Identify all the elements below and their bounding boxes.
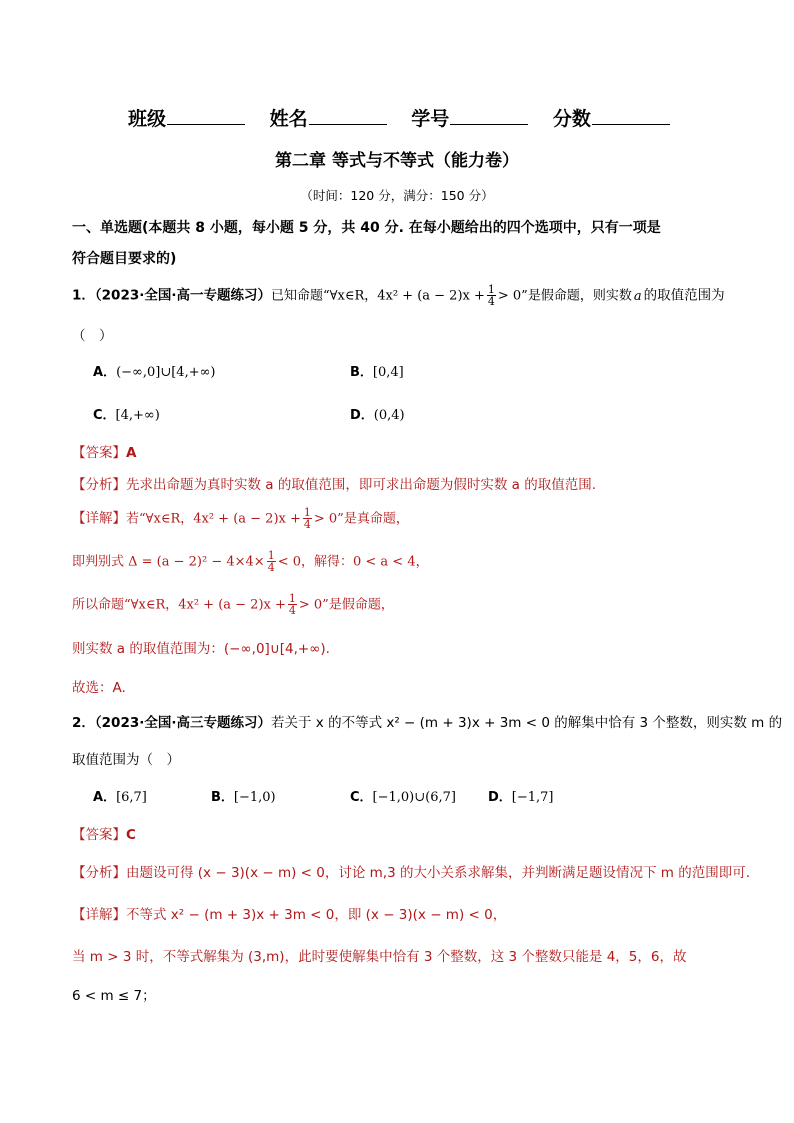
q1-detail-line5: 故选：A.	[72, 680, 126, 696]
analysis-text: 由题设可得 (x − 3)(x − m) < 0，讨论 m,3 的大小关系求解集，并判断满足题设情况下 m 的范围即可.	[126, 865, 750, 881]
option-letter: C．	[350, 790, 373, 805]
id-label: 学号	[411, 108, 450, 130]
page-subtitle: （时间：120 分，满分：150 分）	[300, 188, 494, 203]
option-letter: D．	[350, 408, 374, 423]
answer-tag: 【答案】	[72, 827, 126, 843]
question-source: （2023·全国·高一专题练习）	[94, 287, 271, 304]
option-letter: A．	[93, 365, 117, 380]
detail-text: 若“∀x∈R，4x² + (a − 2)x +	[126, 511, 301, 527]
q2-detail-line1	[72, 903, 506, 923]
question-number: 2．	[72, 715, 95, 731]
fraction-denominator: 4	[288, 604, 296, 617]
question-1-stem	[72, 284, 725, 308]
q2-detail-line2: 当 m > 3 时，不等式解集为 (3,m)，此时要使解集中恰有 3 个整数，这 3 个整数只能是 4，5，6，故	[72, 949, 687, 965]
fraction	[303, 507, 312, 530]
fraction-numerator: 1	[303, 506, 311, 519]
section-heading-line1: 一、单选题(本题共 8 小题，每小题 5 分，共 40 分. 在每小题给出的四个选项中，只有一项是	[72, 220, 661, 236]
option-value: (−∞,0]∪[4,+∞)	[116, 365, 216, 380]
q1-detail-line1	[72, 507, 409, 531]
analysis-tag: 【分析】	[72, 865, 126, 881]
q1-option-b	[350, 361, 404, 380]
question-source: （2023·全国·高三专题练习）	[94, 715, 271, 731]
option-value: [−1,0)	[233, 790, 276, 805]
name-label: 姓名	[269, 108, 308, 130]
detail-text: > 0”是真命题，	[313, 511, 409, 527]
question-text: 若关于 x 的不等式 x² − (m + 3)x + 3m < 0 的解集中恰有 3 个整数，则实数 m 的	[271, 715, 783, 731]
question-text: 已知命题“∀x∈R，4x² + (a − 2)x +	[271, 288, 485, 304]
option-value: (0,4)	[373, 408, 405, 423]
analysis-tag: 【分析】	[72, 477, 126, 493]
question-text: > 0”是假命题，则实数	[497, 288, 632, 304]
question-number: 1．	[72, 287, 95, 304]
detail-text: 所以命题“∀x∈R，4x² + (a − 2)x +	[72, 597, 286, 613]
option-value: [4,+∞)	[115, 408, 160, 423]
option-value: [0,4]	[372, 365, 404, 380]
q1-option-d	[350, 404, 405, 423]
fraction-denominator: 4	[267, 561, 275, 574]
q2-analysis	[72, 861, 750, 881]
fraction-numerator: 1	[288, 592, 296, 605]
q1-detail-line4: 则实数 a 的取值范围为：(−∞,0]∪[4,+∞).	[72, 641, 330, 657]
detail-tag: 【详解】	[72, 510, 126, 527]
fraction	[288, 593, 297, 616]
option-value: [6,7]	[116, 790, 147, 805]
question-2-stem-line2: 取值范围为（ ）	[72, 752, 180, 768]
class-blank	[167, 123, 245, 125]
q2-answer	[72, 823, 136, 843]
header-info-line	[128, 104, 670, 131]
detail-tag: 【详解】	[72, 907, 126, 923]
option-value: [−1,7]	[511, 790, 554, 805]
fraction	[487, 284, 496, 307]
option-letter: A．	[93, 790, 117, 805]
section-heading-line2: 符合题目要求的)	[72, 251, 177, 267]
option-letter: D．	[488, 790, 512, 805]
analysis-text: 先求出命题为真时实数 a 的取值范围，即可求出命题为假时实数 a 的取值范围.	[126, 477, 597, 493]
q2-detail-line3: 6 < m ≤ 7；	[72, 988, 156, 1004]
q1-option-a	[93, 361, 216, 380]
answer-value: A	[126, 445, 137, 461]
option-letter: B．	[350, 365, 373, 380]
detail-text: > 0”是假命题，	[298, 597, 394, 613]
q1-answer	[72, 441, 136, 461]
q2-option-d	[488, 786, 554, 805]
id-blank	[450, 123, 528, 125]
q1-analysis	[72, 473, 596, 493]
q1-detail-line2	[72, 550, 429, 574]
q2-option-b	[211, 786, 276, 805]
q2-option-c	[350, 786, 456, 805]
fraction-denominator: 4	[303, 518, 311, 531]
score-blank	[592, 123, 670, 125]
name-blank	[309, 123, 387, 125]
detail-text: 不等式 x² − (m + 3)x + 3m < 0，即 (x − 3)(x − m) < 0，	[126, 907, 507, 923]
question-1-paren: （ ）	[72, 328, 113, 344]
fraction-denominator: 4	[487, 295, 495, 308]
page-title: 第二章 等式与不等式（能力卷）	[275, 151, 519, 171]
answer-tag: 【答案】	[72, 445, 126, 461]
q1-option-c	[93, 404, 160, 423]
answer-value: C	[126, 827, 136, 843]
detail-text: < 0，解得：0 < a < 4，	[277, 554, 429, 570]
question-text: 的取值范围为	[643, 287, 725, 304]
class-label: 班级	[128, 108, 167, 130]
fraction-numerator: 1	[267, 549, 275, 562]
option-letter: B．	[211, 790, 234, 805]
option-letter: C．	[93, 408, 116, 423]
score-label: 分数	[552, 108, 591, 130]
fraction	[267, 550, 276, 573]
detail-text: 即判别式 Δ = (a − 2)² − 4×4×	[72, 554, 265, 570]
q1-detail-line3	[72, 593, 394, 617]
q2-option-a	[93, 786, 147, 805]
option-value: [−1,0)∪(6,7]	[372, 790, 456, 805]
question-variable: a	[633, 288, 642, 304]
fraction-numerator: 1	[487, 283, 495, 296]
question-2-stem	[72, 711, 782, 731]
